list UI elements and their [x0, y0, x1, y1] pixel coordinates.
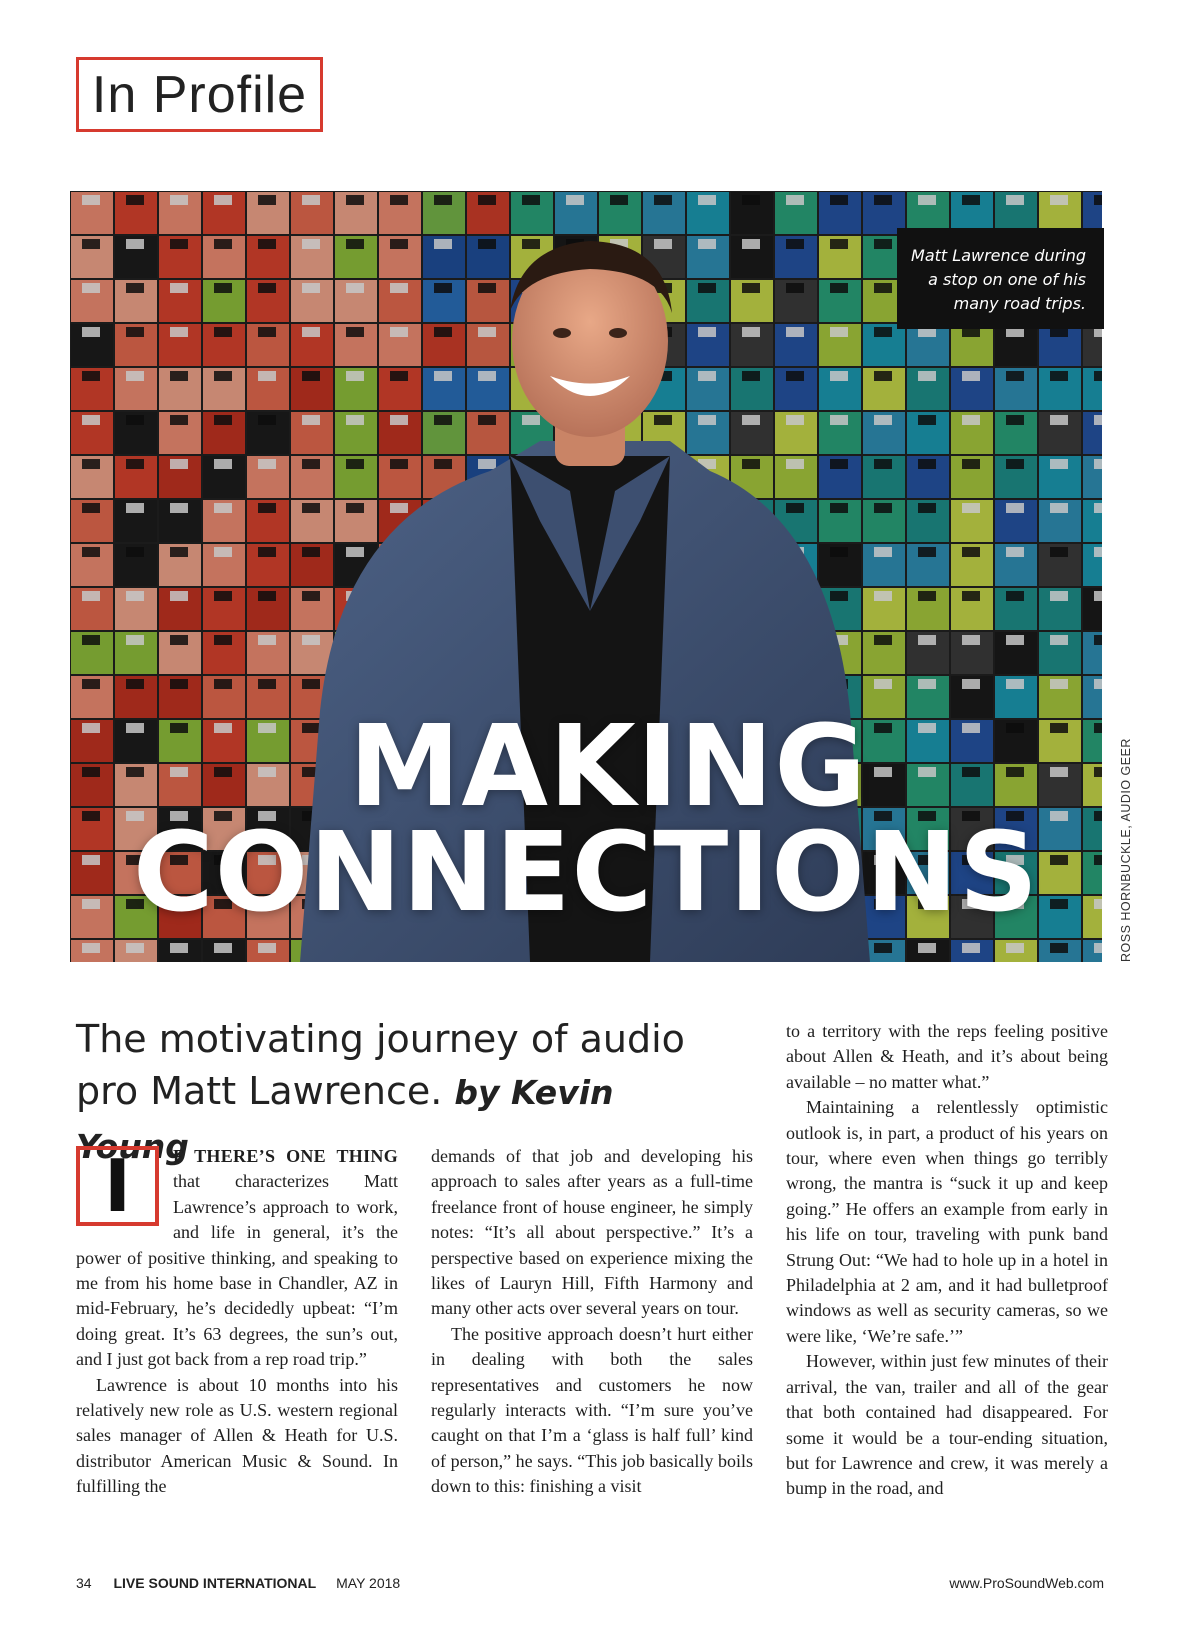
magazine-name: LIVE SOUND INTERNATIONAL: [113, 1575, 317, 1591]
lead-in: F THERE’S ONE THING: [173, 1146, 398, 1166]
deck-text: The motivating journey of audio pro Matt Lawrence.: [76, 1017, 685, 1113]
drop-cap: I: [76, 1146, 159, 1226]
footer-url: www.ProSoundWeb.com: [949, 1575, 1104, 1591]
article-paragraph: The positive approach doesn’t hurt either in dealing with both the sales representatives and customers he now regularly interacts with. “I’m sure you’ve caught on that I’m a ‘glass is half full’ kind of person,” he says. “This job basically boils down to this: finishing a visit: [431, 1323, 753, 1497]
page-number: 34: [76, 1575, 92, 1591]
headline-line-2: CONNECTIONS: [133, 808, 1039, 936]
photo-caption: Matt Lawrence during a stop on one of his many road trips.: [897, 228, 1104, 329]
headline-line-1: MAKING: [348, 702, 868, 832]
article-column-2: [431, 1144, 753, 1500]
article-paragraph: demands of that job and developing his approach to sales after years as a full-time freelance front of house engineer, he simply notes: “It’s all about perspective.” It’s a perspective based on experience mixing the likes of Lauryn Hill, Fifth Harmony and many other acts over several years on tour.: [431, 1146, 753, 1319]
section-tag: In Profile: [76, 57, 323, 132]
byline: by Kevin Young: [76, 1073, 614, 1166]
article-paragraph: to a territory with the reps feeling positive about Allen & Heath, and it’s about being available – no matter what.”: [786, 1021, 1108, 1092]
article-column-3: [786, 1019, 1108, 1502]
article-paragraph: However, within just few minutes of their arrival, the van, trailer and all of the gear that both contained had disappeared. For some it would be a tour-ending situation, but for Lawrence and crew, it was merely a bump in the road, and: [786, 1351, 1108, 1499]
article-paragraph: Lawrence is about 10 months into his relatively new role as U.S. western regional sales manager of Allen & Heath for U.S. distributor American Music & Sound. In fulfilling the: [76, 1374, 398, 1497]
article-paragraph: Maintaining a relentlessly optimistic outlook is, in part, a product of his years on tour, where even when things go terribly wrong, the mantra is “suck it up and keep going.” He offers an example from early in his life on tour, traveling with punk band Strung Out: “We had to hole up in a hotel in Philadelphia at 2 am, and it had bulletproof windows as well as security cameras, so we were like, ‘We’re safe.’”: [786, 1097, 1108, 1346]
issue-date: MAY 2018: [336, 1575, 401, 1591]
paragraph-text: that characterizes Matt Lawrence’s approach to work, and life in general, it’s the power of positive thinking, and speaking to me from his home base in Chandler, AZ in mid-February, he’s decidedly upbeat: “I’m doing great. It’s 63 degrees, the sun’s out, and I just got back from a rep road trip.”: [76, 1171, 398, 1370]
article-column-1: [76, 1144, 398, 1500]
photo-credit: ROSS HORNBUCKLE, AUDIO GEER: [1119, 738, 1133, 962]
footer-left: [76, 1575, 400, 1591]
